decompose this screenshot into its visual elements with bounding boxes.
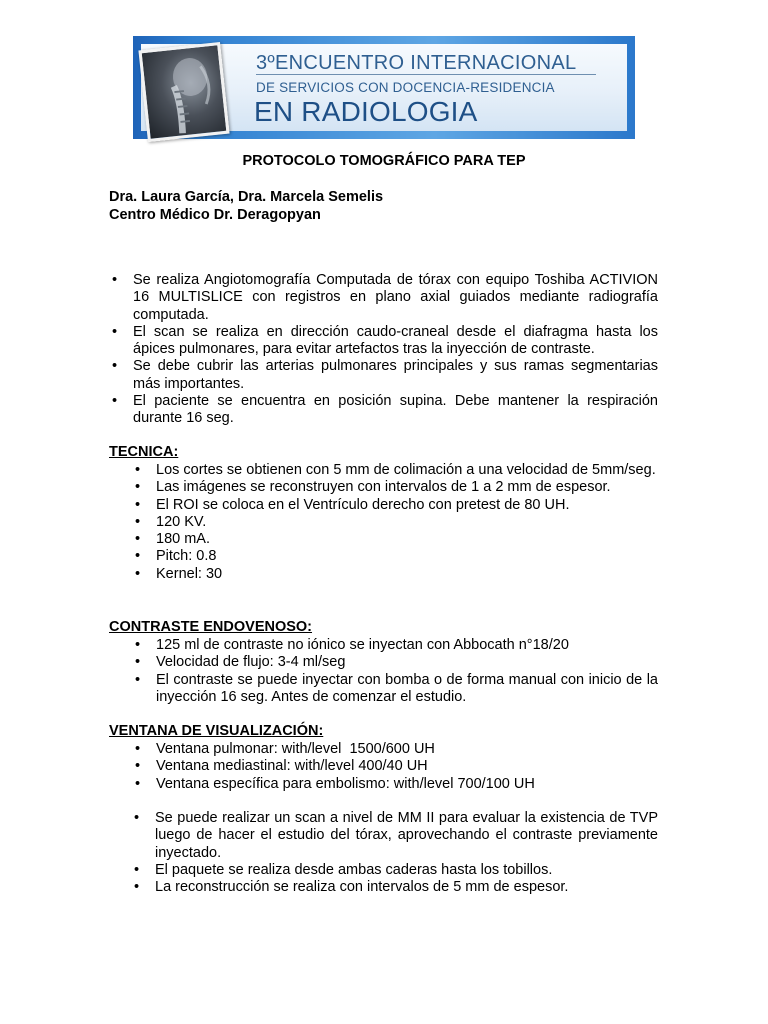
banner-title-line2: DE SERVICIOS CON DOCENCIA-RESIDENCIA — [256, 80, 555, 95]
bullet-icon: • — [134, 879, 140, 896]
tecnica-heading: TECNICA: — [109, 444, 179, 460]
list-item: • El paciente se encuentra en posición supina. Debe mantener la respiración durante 16 seg. — [112, 393, 658, 427]
list-item: • El paquete se realiza desde ambas caderas hasta los tobillos. — [134, 861, 553, 878]
bullet-icon: • — [135, 775, 141, 792]
list-item: • 180 mA. — [135, 531, 210, 548]
list-item: • El scan se realiza en dirección caudo-craneal desde el diafragma hasta los ápices pulmonares, para evitar artefactos tras la inyección de contraste. — [112, 323, 658, 358]
list-item: • El contraste se puede inyectar con bomba o de forma manual con inicio de la inyección 16 seg. Antes de comenzar el estudio. — [135, 671, 658, 705]
list-item: • Pitch: 0.8 — [135, 548, 217, 565]
xray-spine-image — [138, 42, 229, 142]
ventana-heading: VENTANA DE VISUALIZACIÓN: — [109, 723, 324, 739]
list-item: • Ventana específica para embolismo: with/level 700/100 UH — [135, 775, 535, 792]
bullet-icon: • — [135, 741, 141, 757]
authors-block — [109, 188, 383, 224]
bullet-icon: • — [135, 758, 141, 775]
intro-list — [112, 272, 658, 428]
list-item: • Kernel: 30 — [135, 565, 223, 582]
bullet-icon: • — [135, 637, 141, 653]
spine-xray-icon — [142, 45, 227, 138]
bullet-icon: • — [112, 358, 118, 375]
authors-names: Dra. Laura García, Dra. Marcela Semelis — [109, 189, 384, 205]
contraste-list — [135, 637, 658, 706]
bullet-icon: • — [135, 531, 141, 548]
tecnica-list — [135, 462, 658, 583]
document-title: PROTOCOLO TOMOGRÁFICO PARA TEP — [242, 153, 526, 169]
list-item: • Ventana pulmonar: with/level 1500/600 UH — [135, 741, 435, 757]
bullet-icon: • — [135, 513, 141, 530]
bullet-icon: • — [112, 393, 118, 410]
conference-banner — [133, 36, 635, 139]
bullet-icon: • — [134, 861, 140, 878]
contraste-heading: CONTRASTE ENDOVENOSO: — [109, 619, 313, 635]
banner-title-line1: 3ºENCUENTRO INTERNACIONAL — [256, 52, 577, 74]
list-item: • Se realiza Angiotomografía Computada de tórax con equipo Toshiba ACTIVION 16 MULTISLICE con registros en plano axial guiados mediante radiografía computada. — [112, 272, 658, 323]
list-item: • La reconstrucción se realiza con intervalos de 5 mm de espesor. — [134, 879, 569, 896]
list-item: • 120 KV. — [135, 513, 207, 530]
bullet-icon: • — [135, 496, 141, 513]
list-item: • El ROI se coloca en el Ventrículo derecho con pretest de 80 UH. — [135, 496, 570, 513]
ventana-list — [135, 741, 658, 793]
list-item: • Las imágenes se reconstruyen con intervalos de 1 a 2 mm de espesor. — [135, 479, 611, 496]
bullet-icon: • — [134, 810, 140, 826]
list-item: • Se puede realizar un scan a nivel de MM II para evaluar la existencia de TVP luego de hacer el estudio del tórax, aprovechando el contraste previamente inyectado. — [134, 810, 658, 861]
bullet-icon: • — [112, 323, 118, 340]
bullet-icon: • — [135, 479, 141, 496]
banner-panel — [141, 44, 627, 131]
banner-divider — [256, 74, 596, 75]
bullet-icon: • — [135, 462, 141, 478]
list-item: • 125 ml de contraste no iónico se inyectan con Abbocath n°18/20 — [135, 637, 569, 653]
list-item: • Ventana mediastinal: with/level 400/40 UH — [135, 758, 428, 775]
bullet-icon: • — [135, 671, 141, 688]
bullet-icon: • — [135, 548, 141, 565]
bullet-icon: • — [135, 565, 141, 582]
authors-institution: Centro Médico Dr. Deragopyan — [109, 207, 321, 223]
list-item: • Velocidad de flujo: 3-4 ml/seg — [135, 654, 346, 671]
extra-list — [134, 810, 658, 896]
bullet-icon: • — [112, 272, 118, 288]
list-item: • Se debe cubrir las arterias pulmonares principales y sus ramas segmentarias más importantes. — [112, 358, 658, 392]
list-item: • Los cortes se obtienen con 5 mm de colimación a una velocidad de 5mm/seg. — [135, 462, 656, 478]
bullet-icon: • — [135, 654, 141, 671]
banner-title-line3: EN RADIOLOGIA — [254, 96, 478, 127]
